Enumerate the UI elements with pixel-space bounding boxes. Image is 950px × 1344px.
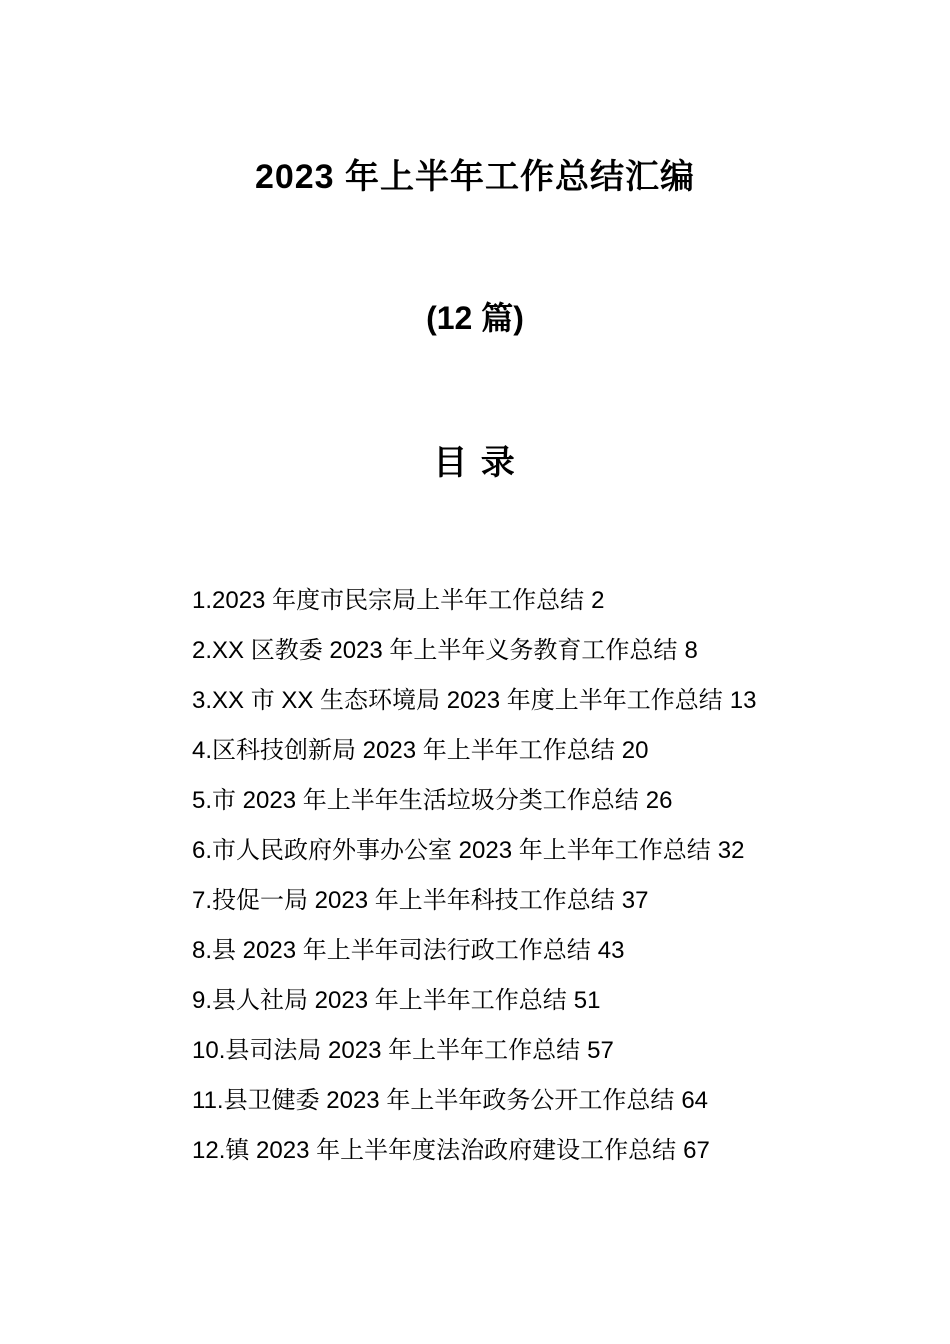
toc-entry[interactable]	[192, 1076, 890, 1126]
document-title: 2023 年上半年工作总结汇编	[254, 158, 696, 196]
toc-entry-number: 10.	[192, 1037, 226, 1064]
toc-heading: 目 录	[433, 444, 517, 482]
toc-entry[interactable]	[192, 926, 890, 976]
document-subtitle: (12 篇)	[426, 300, 524, 336]
toc-entry-number: 9.	[192, 987, 213, 1014]
toc-entry-title: 县人社局 2023 年上半年工作总结	[212, 987, 567, 1014]
toc-entry-title: 县 2023 年上半年司法行政工作总结	[212, 937, 591, 964]
toc-entry[interactable]	[192, 626, 890, 676]
toc-entry-number: 11.	[192, 1087, 224, 1114]
toc-entry-number: 4.	[192, 737, 213, 764]
toc-entry[interactable]	[192, 676, 890, 726]
toc-entry-number: 1.	[192, 587, 213, 614]
toc-entry-title: 市人民政府外事办公室 2023 年上半年工作总结	[212, 837, 711, 864]
toc-entry-number: 6.	[192, 837, 213, 864]
toc-list	[0, 576, 950, 1176]
toc-entry-title: 县卫健委 2023 年上半年政务公开工作总结	[223, 1087, 675, 1114]
toc-entry-page: 37	[621, 887, 649, 914]
toc-entry[interactable]	[192, 776, 890, 826]
toc-entry-number: 5.	[192, 787, 213, 814]
toc-entry-page: 57	[587, 1037, 614, 1064]
toc-entry-title: 2023 年度市民宗局上半年工作总结	[212, 587, 585, 614]
toc-entry-title: 投促一局 2023 年上半年科技工作总结	[212, 887, 615, 914]
toc-entry-title: 市 2023 年上半年生活垃圾分类工作总结	[212, 787, 639, 814]
toc-entry[interactable]	[192, 576, 890, 626]
toc-entry-title: XX 市 XX 生态环境局 2023 年度上半年工作总结	[212, 687, 723, 714]
toc-entry-number: 12.	[192, 1137, 226, 1164]
toc-entry-number: 8.	[192, 937, 213, 964]
toc-entry-page: 13	[729, 687, 757, 714]
toc-entry-page: 67	[683, 1137, 710, 1164]
toc-entry-title: 区科技创新局 2023 年上半年工作总结	[212, 737, 615, 764]
toc-entry[interactable]	[192, 1026, 890, 1076]
toc-entry-title: 县司法局 2023 年上半年工作总结	[225, 1037, 581, 1064]
toc-entry[interactable]	[192, 826, 890, 876]
toc-entry-page: 8	[684, 637, 698, 664]
toc-entry-page: 26	[645, 787, 673, 814]
toc-entry-page: 64	[681, 1087, 709, 1114]
toc-entry-page: 51	[573, 987, 601, 1014]
toc-entry[interactable]	[192, 976, 890, 1026]
toc-entry-page: 32	[717, 837, 745, 864]
toc-entry-title: 镇 2023 年上半年度法治政府建设工作总结	[225, 1137, 677, 1164]
toc-entry-page: 2	[591, 587, 605, 614]
toc-entry-number: 7.	[192, 887, 213, 914]
toc-entry-title: XX 区教委 2023 年上半年义务教育工作总结	[212, 637, 678, 664]
toc-entry-number: 3.	[192, 687, 213, 714]
toc-entry-page: 43	[597, 937, 625, 964]
toc-entry-page: 20	[621, 737, 649, 764]
toc-entry[interactable]	[192, 726, 890, 776]
toc-entry-number: 2.	[192, 637, 213, 664]
toc-entry[interactable]	[192, 1126, 890, 1176]
toc-entry[interactable]	[192, 876, 890, 926]
